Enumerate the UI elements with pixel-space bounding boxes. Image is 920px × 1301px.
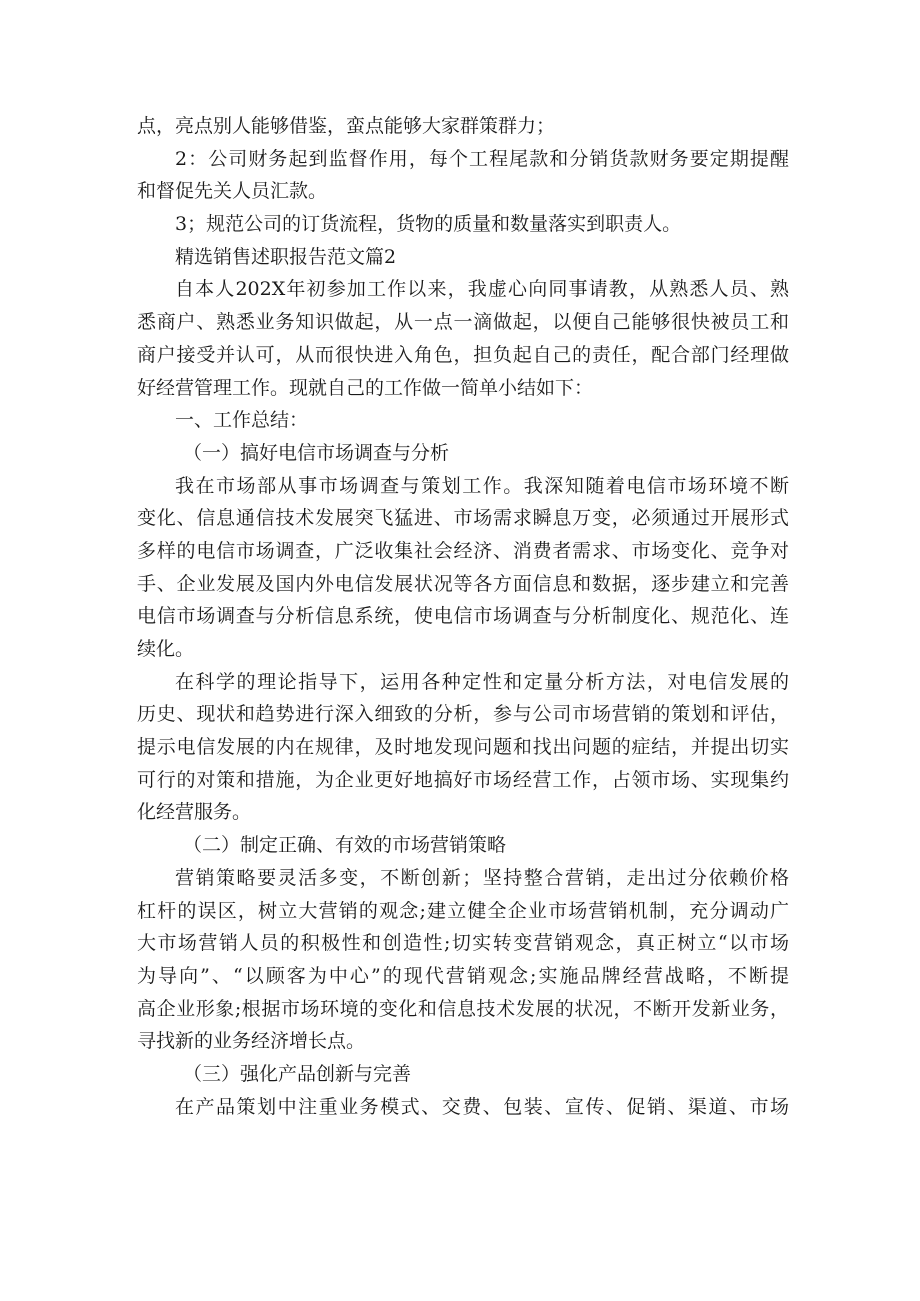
text-line: 杠杆的误区，树立大营销的观念;建立健全企业市场营销机制，充分调动广 bbox=[137, 899, 789, 922]
text-line: 变化、信息通信技术发展突飞猛进、市场需求瞬息万变，必须通过开展形式 bbox=[137, 507, 789, 530]
text-line: （二）制定正确、有效的市场营销策略 bbox=[183, 834, 507, 857]
text-line: 在科学的理论指导下，运用各种定性和定量分析方法，对电信发展的 bbox=[175, 670, 789, 693]
text-line: 可行的对策和措施，为企业更好地搞好市场经营工作，占领市场、实现集约 bbox=[137, 768, 789, 791]
text-line: 化经营服务。 bbox=[137, 801, 252, 824]
text-line: 点，亮点别人能够借鉴，蛮点能够大家群策群力； bbox=[137, 115, 556, 137]
text-line: 高企业形象;根据市场环境的变化和信息技术发展的状况，不断开发新业务， bbox=[137, 997, 789, 1020]
text-line: 悉商户、熟悉业务知识做起，从一点一滴做起，以便自己能够很快被员工和 bbox=[137, 311, 789, 334]
text-line: 电信市场调查与分析信息系统，使电信市场调查与分析制度化、规范化、连 bbox=[137, 605, 789, 628]
text-line: 好经营管理工作。现就自己的工作做一简单小结如下： bbox=[137, 376, 594, 399]
text-line: 历史、现状和趋势进行深入细致的分析，参与公司市场营销的策划和评估， bbox=[137, 703, 789, 726]
text-line: 自本人202X年初参加工作以来，我虚心向同事请教，从熟悉人员、熟 bbox=[175, 278, 789, 301]
text-line: 大市场营销人员的积极性和创造性;切实转变营销观念，真正树立“以市场 bbox=[137, 932, 789, 955]
text-line: 手、企业发展及国内外电信发展状况等各方面信息和数据，逐步建立和完善 bbox=[137, 572, 789, 595]
document-page bbox=[137, 110, 789, 1123]
text-line: 营销策略要灵活多变，不断创新；坚持整合营销，走出过分依赖价格 bbox=[175, 866, 789, 889]
text-line: 一、工作总结： bbox=[175, 409, 309, 432]
text-line: 商户接受并认可，从而很快进入角色，担负起自己的责任，配合部门经理做 bbox=[137, 343, 789, 366]
text-line: 多样的电信市场调查，广泛收集社会经济、消费者需求、市场变化、竞争对 bbox=[137, 539, 789, 562]
text-line: 提示电信发展的内在规律，及时地发现问题和找出问题的症结，并提出切实 bbox=[137, 736, 789, 759]
text-line: 3；规范公司的订货流程，货物的质量和数量落实到职责人。 bbox=[175, 213, 682, 236]
text-line: 为导向”、“以顾客为中心”的现代营销观念;实施品牌经营战略，不断提 bbox=[137, 964, 789, 987]
text-line: （三）强化产品创新与完善 bbox=[183, 1062, 412, 1085]
text-line: （一）搞好电信市场调查与分析 bbox=[183, 441, 450, 464]
text-line: 和督促先关人员汇款。 bbox=[137, 180, 328, 203]
text-line: 精选销售述职报告范文篇2 bbox=[175, 245, 397, 268]
text-line: 在产品策划中注重业务模式、交费、包装、宣传、促销、渠道、市场 bbox=[175, 1095, 789, 1118]
text-line: 我在市场部从事市场调查与策划工作。我深知随着电信市场环境不断 bbox=[175, 474, 789, 497]
text-line: 寻找新的业务经济增长点。 bbox=[137, 1030, 366, 1053]
text-line: 续化。 bbox=[137, 638, 195, 660]
text-line: 2：公司财务起到监督作用，每个工程尾款和分销货款财务要定期提醒 bbox=[175, 147, 789, 170]
